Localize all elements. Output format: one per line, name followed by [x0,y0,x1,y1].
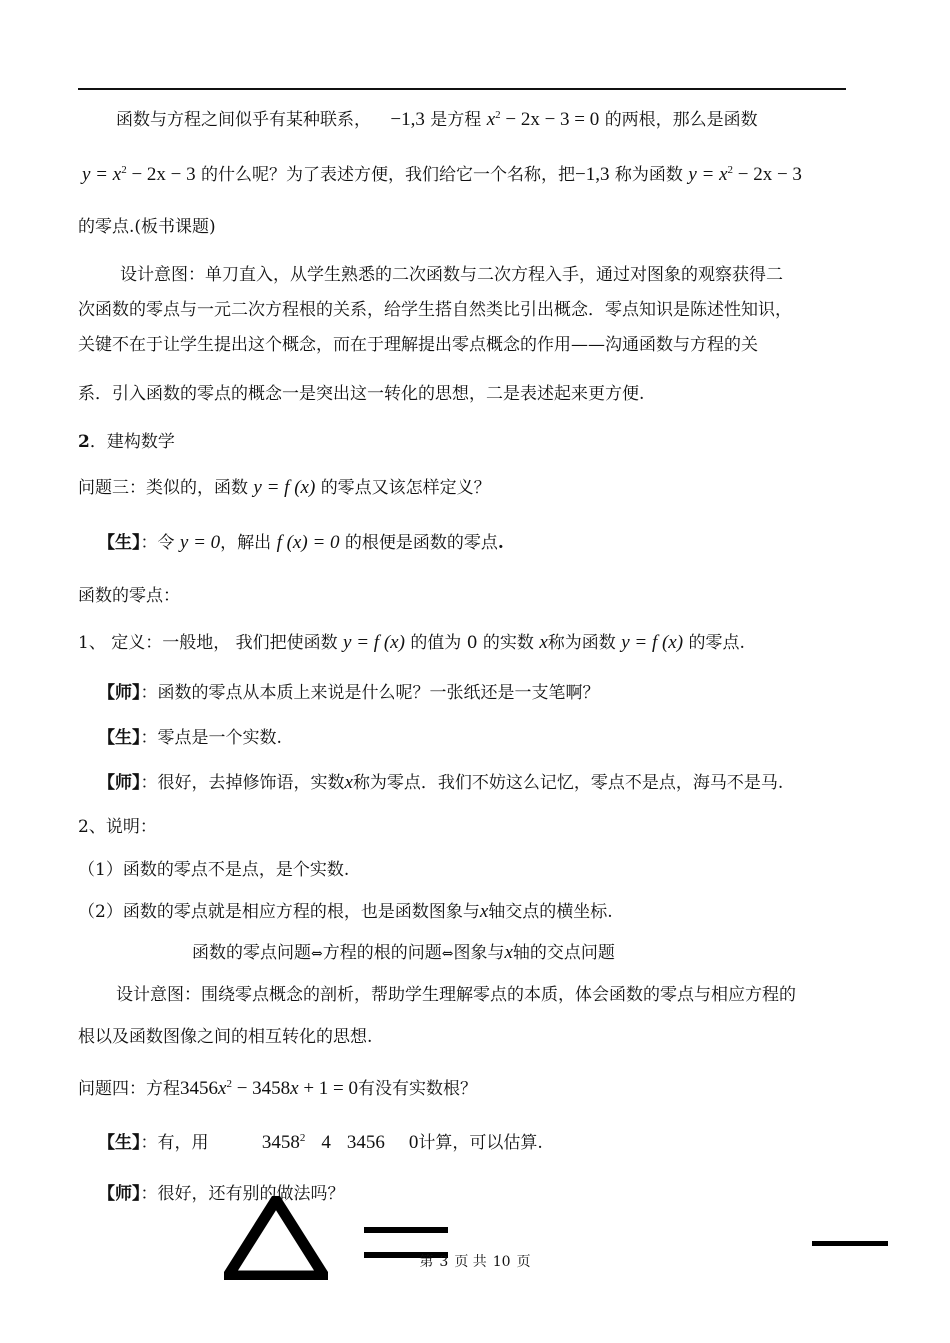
text: 有没有实数根？ [358,1079,478,1099]
text: 的什么呢？为了表述方便，我们给它一个名称，把 [201,165,576,185]
text: 的零点又该怎样定义？ [320,478,491,498]
equals-bar-top [364,1227,448,1233]
text: 的零点. [688,633,745,653]
design-intent2-line-1: 设计意图：围绕零点概念的剖析，帮助学生理解零点的本质，体会函数的零点与相应方程的 [116,985,796,1005]
equivalence-arrow-icon: ⇔ [441,946,454,962]
text: ：零点是一个实数. [140,728,282,748]
page-number: 3 [439,1254,449,1270]
equivalence-line [192,941,615,966]
math-fx: y = f (x) [343,632,405,653]
speaker-label: 【师】 [98,683,141,703]
design-intent-line-4: 系．引入函数的零点的概念一是突出这一转化的思想，二是表述起来更方便. [78,384,645,404]
math-fx: y = f (x) [621,632,684,653]
text: 图象与 [453,943,505,963]
question-four [78,1077,477,1101]
footer-text: 页 共 [454,1254,487,1270]
note-item-2 [78,900,613,924]
student-answer-1 [98,531,504,555]
footer-text: 第 [419,1254,434,1270]
text: 轴交点的横坐标. [488,902,613,922]
text: . [497,533,504,553]
note-heading: 2、说明： [78,817,157,837]
question-three [78,476,491,500]
equivalence-arrow-icon: ⇔ [311,946,323,962]
math-roots: −1,3 [390,109,425,130]
text: ，解出 [220,533,272,553]
math-fx-zero: f (x) = 0 [276,532,340,553]
teacher-line-2 [98,771,783,795]
teacher-line-1 [98,681,600,705]
design-intent-line-3: 关键不在于让学生提出这个概念，而在于理解提出零点概念的作用——沟通函数与方程的关 [78,335,758,355]
header-rule [78,88,846,90]
text: 问题三：类似的，函数 [78,478,248,498]
para-line-1 [116,108,758,132]
student-answer-4 [98,1131,543,1155]
speaker-label: 【生】 [98,1133,141,1153]
math-roots: −1,3 [575,164,610,185]
speaker-label: 【生】 [98,728,141,748]
text: 称为函数 [547,633,616,653]
text: 称为函数 [614,165,683,185]
math-x: x [344,772,353,793]
math-equation: $x^2 - 2x - 3 = 0$ [486,109,600,130]
student-line-2 [98,726,282,750]
section-number: 2 [78,432,90,452]
text: 方程的根的问题 [322,943,442,963]
text: 问题四：方程 [78,1079,180,1099]
text: 的两根，那么是函数 [604,110,758,130]
design-intent-line-1: 设计意图：单刀直入，从学生熟悉的二次函数与二次方程入手，通过对图象的观察获得二 [120,265,783,285]
page-footer [0,1251,950,1271]
para-line-3: 的零点.(板书课题) [78,217,216,237]
minus-bar [812,1241,888,1246]
text: ：很好，还有别的做法吗？ [140,1184,345,1204]
speaker-label: 【师】 [98,773,141,793]
text: 的根便是函数的零点 [344,533,498,553]
section-heading [78,430,175,454]
text: 称为零点．我们不妨这么记忆，零点不是点，海马不是马. [352,773,784,793]
text: 函数的零点问题 [192,943,311,963]
definition-line [78,631,745,655]
text: 函数与方程之间似乎有某种联系， [116,110,371,130]
zero-heading: 函数的零点： [78,586,180,606]
text: ：有，用 [140,1133,209,1153]
footer-text: 页 [516,1254,531,1270]
math-y-zero: y = 0 [179,532,221,553]
math-x: x [479,901,489,922]
text: ：函数的零点从本质上来说是什么呢？一张纸还是一支笔啊？ [140,683,600,703]
text: 轴的交点问题 [512,943,615,963]
text: ：很好，去掉修饰语，实数 [140,773,345,793]
text: 是方程 [430,110,482,130]
text: 1、 定义：一般地， 我们把使函数 [78,633,338,653]
math-equation-4: $3456x^2 - 3458x + 1 = 0$ [180,1078,359,1099]
text: （2）函数的零点就是相应方程的根，也是函数图象与 [78,902,480,922]
math-function: $y = x^2 - 2x - 3$ [688,164,802,185]
text: 计算，可以估算. [418,1133,543,1153]
design-intent2-line-2: 根以及函数图像之间的相互转化的思想. [78,1027,373,1047]
note-item-1: （1）函数的零点不是点，是个实数. [78,860,350,880]
para-line-2 [82,163,802,187]
math-fx: y = f (x) [253,477,316,498]
total-pages: 10 [492,1254,511,1270]
math-discriminant: 3458$^2$ 4 3456 0 [261,1132,419,1153]
speaker-label: 【生】 [98,533,141,553]
speaker-label: 【师】 [98,1184,141,1204]
text: 的值为 0 的实数 [410,633,534,653]
math-x: x [504,942,513,963]
design-intent-line-2: 次函数的零点与一元二次方程根的关系，给学生搭自然类比引出概念．零点知识是陈述性知识， [78,300,792,320]
math-x: x [539,632,548,653]
text: ：令 [140,533,175,553]
section-title: ．建构数学 [89,432,175,452]
math-function: $y = x^2 - 2x - 3$ [82,164,196,185]
